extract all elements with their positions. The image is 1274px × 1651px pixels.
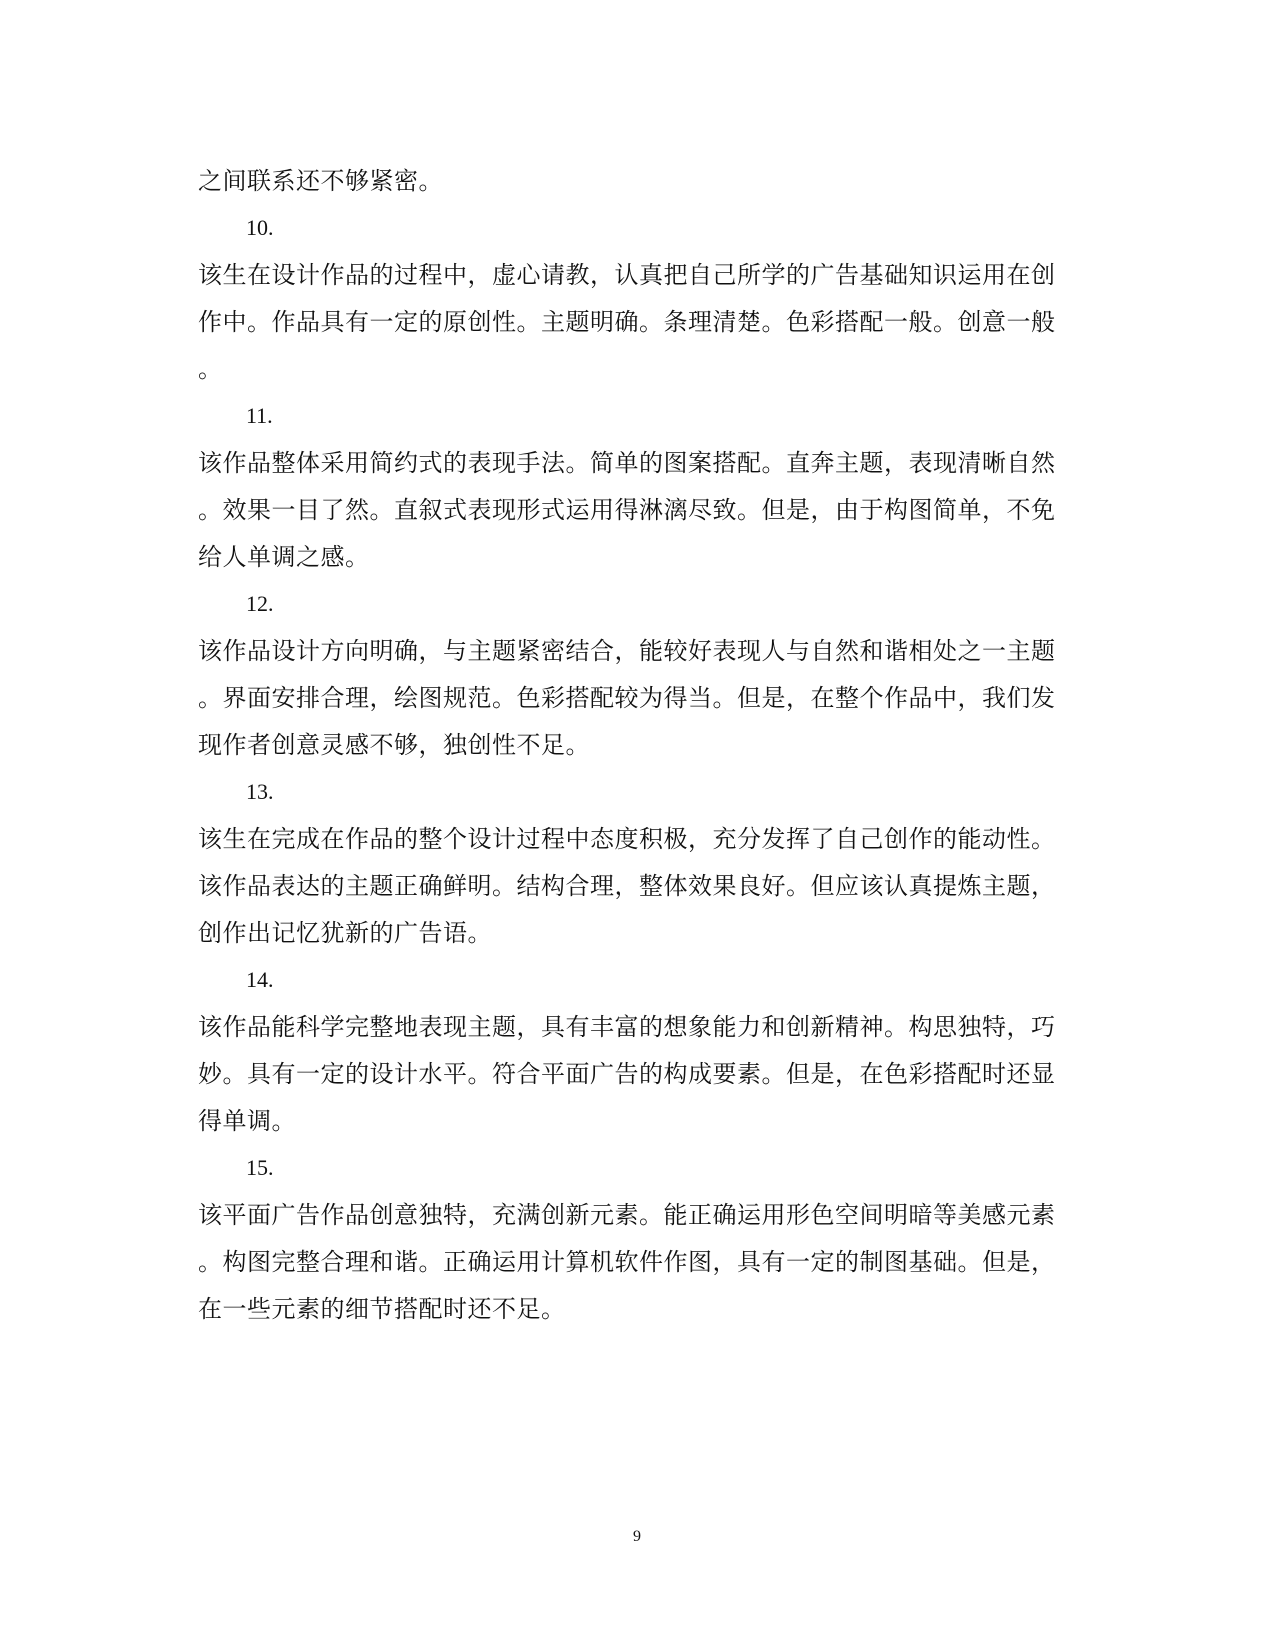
text-line: 该生在设计作品的过程中，虚心请教，认真把自己所学的广告基础知识运用在创 <box>198 261 1056 289</box>
text-line: 该作品设计方向明确，与主题紧密结合，能较好表现人与自然和谐相处之一主题 <box>198 637 1056 665</box>
text-line: 。界面安排合理，绘图规范。色彩搭配较为得当。但是，在整个作品中，我们发 <box>198 684 1056 712</box>
text-line: 。构图完整合理和谐。正确运用计算机软件作图，具有一定的制图基础。但是， <box>198 1248 1056 1276</box>
text-line: 在一些元素的细节搭配时还不足。 <box>198 1295 566 1323</box>
item-number: 15. <box>246 1155 274 1180</box>
text-line: 该平面广告作品创意独特，充满创新元素。能正确运用形色空间明暗等美感元素 <box>198 1201 1056 1229</box>
text-line: 现作者创意灵感不够，独创性不足。 <box>198 731 590 759</box>
text-line: 妙。具有一定的设计水平。符合平面广告的构成要素。但是，在色彩搭配时还显 <box>198 1060 1056 1088</box>
item-number: 14. <box>246 967 274 992</box>
text-line: 创作出记忆犹新的广告语。 <box>198 919 492 947</box>
text-line: 给人单调之感。 <box>198 543 370 571</box>
item-number: 10. <box>246 215 274 240</box>
item-number: 12. <box>246 591 274 616</box>
text-line: 该生在完成在作品的整个设计过程中态度积极，充分发挥了自己创作的能动性。 <box>198 825 1056 853</box>
item-number: 13. <box>246 779 274 804</box>
text-line: 作中。作品具有一定的原创性。主题明确。条理清楚。色彩搭配一般。创意一般 <box>198 308 1056 336</box>
page-number: 9 <box>633 1528 641 1545</box>
item-number: 11. <box>246 403 273 428</box>
text-line: 该作品整体采用简约式的表现手法。简单的图案搭配。直奔主题，表现清晰自然 <box>198 449 1056 477</box>
text-line: 该作品能科学完整地表现主题，具有丰富的想象能力和创新精神。构思独特，巧 <box>198 1013 1056 1041</box>
text-line: 之间联系还不够紧密。 <box>198 167 443 195</box>
text-line: 。效果一目了然。直叙式表现形式运用得淋漓尽致。但是，由于构图简单，不免 <box>198 496 1056 524</box>
text-line: 。 <box>198 355 223 383</box>
text-line: 该作品表达的主题正确鲜明。结构合理，整体效果良好。但应该认真提炼主题， <box>198 872 1056 900</box>
text-line: 得单调。 <box>198 1107 296 1135</box>
